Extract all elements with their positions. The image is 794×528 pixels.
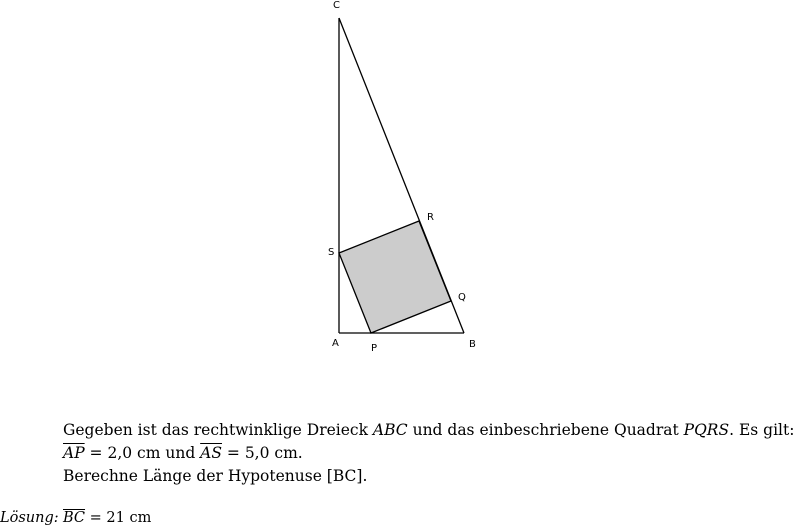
task-line-2: $\overline{AP} = 2,0$ cm und $\overline{AS} = 5,0$ cm. [63,444,303,462]
solution-label: Lösung: [0,510,59,526]
label-c: C [333,0,340,11]
solution [0,508,151,528]
task-text [63,419,794,488]
label-a: A [332,338,339,349]
label-q: Q [458,292,466,303]
task-line-1: Gegeben ist das rechtwinklige Dreieck ABC und das einbeschriebene Quadrat PQRS. Es gilt: [63,421,794,439]
label-r: R [427,212,434,223]
solution-segment: $\overline{BC}$ [63,510,86,526]
segment-as: $\overline{AS}$ [200,444,222,462]
label-p: P [371,343,378,354]
task-line-3: Berechne Länge der Hypotenuse [BC]. [63,467,368,485]
solution-value: = 21 cm [85,510,152,526]
label-b: B [469,339,476,350]
square-name: PQRS [683,421,730,439]
label-s: S [328,247,335,258]
triangle-name: ABC [372,421,408,439]
square-pqrs [339,221,451,333]
segment-ap: $\overline{AP}$ [63,444,85,462]
